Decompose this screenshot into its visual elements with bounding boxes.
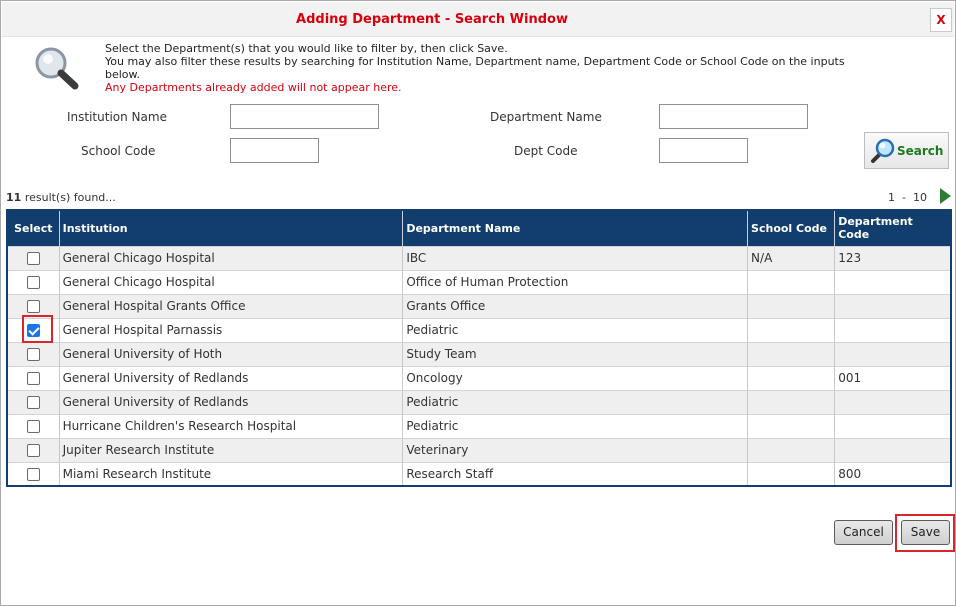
results-count-suffix: result(s) found...	[24, 191, 116, 204]
school-code-label: School Code	[81, 144, 156, 158]
department-code-cell	[835, 414, 951, 438]
table-row	[7, 342, 951, 366]
row-select-checkbox[interactable]	[27, 276, 40, 289]
row-select-checkbox[interactable]	[27, 396, 40, 409]
institution-cell: Jupiter Research Institute	[59, 438, 403, 462]
table-row	[7, 390, 951, 414]
institution-cell: Hurricane Children's Research Hospital	[59, 414, 403, 438]
checkbox-highlight	[22, 315, 53, 343]
institution-cell: General Chicago Hospital	[59, 246, 403, 270]
results-table	[6, 209, 952, 487]
institution-cell: General Hospital Grants Office	[59, 294, 403, 318]
department-code-cell	[835, 390, 951, 414]
header-select: Select	[7, 210, 59, 246]
school-code-cell	[748, 342, 835, 366]
table-row	[7, 294, 951, 318]
department-name-cell: Pediatric	[403, 318, 748, 342]
department-name-cell: Research Staff	[403, 462, 748, 486]
department-code-cell: 001	[835, 366, 951, 390]
institution-cell: General University of Hoth	[59, 342, 403, 366]
school-code-cell	[748, 366, 835, 390]
row-select-checkbox[interactable]	[27, 348, 40, 361]
department-name-cell: Veterinary	[403, 438, 748, 462]
school-code-cell	[748, 270, 835, 294]
header-school-code: School Code	[748, 210, 835, 246]
header-department-name: Department Name	[403, 210, 748, 246]
department-name-label: Department Name	[490, 110, 602, 124]
select-cell	[7, 414, 59, 438]
institution-name-label: Institution Name	[67, 110, 167, 124]
department-name-cell: Pediatric	[403, 390, 748, 414]
table-row	[7, 366, 951, 390]
department-code-cell	[835, 318, 951, 342]
row-select-checkbox[interactable]	[27, 372, 40, 385]
page-range: 1 - 10	[888, 191, 927, 204]
row-select-checkbox[interactable]	[27, 252, 40, 265]
select-cell	[7, 246, 59, 270]
school-code-cell	[748, 318, 835, 342]
table-row	[7, 318, 951, 342]
department-name-cell: IBC	[403, 246, 748, 270]
department-code-cell: 800	[835, 462, 951, 486]
department-code-cell	[835, 438, 951, 462]
row-select-checkbox[interactable]	[27, 444, 40, 457]
school-code-cell	[748, 390, 835, 414]
save-highlight	[895, 514, 955, 552]
table-row	[7, 270, 951, 294]
title-bar	[2, 2, 954, 37]
select-cell	[7, 366, 59, 390]
department-name-cell: Oncology	[403, 366, 748, 390]
school-code-cell	[748, 294, 835, 318]
select-cell	[7, 342, 59, 366]
institution-cell: General Hospital Parnassis	[59, 318, 403, 342]
select-cell	[7, 438, 59, 462]
row-select-checkbox[interactable]	[27, 468, 40, 481]
table-row	[7, 462, 951, 486]
department-code-cell	[835, 342, 951, 366]
next-page-arrow-icon[interactable]	[940, 188, 951, 204]
table-row	[7, 438, 951, 462]
magnifying-glass-icon	[33, 45, 81, 91]
dept-code-input[interactable]	[659, 138, 748, 163]
table-row	[7, 246, 951, 270]
institution-cell: General University of Redlands	[59, 366, 403, 390]
results-count	[6, 191, 116, 204]
institution-cell: Miami Research Institute	[59, 462, 403, 486]
department-name-input[interactable]	[659, 104, 808, 129]
search-magnifier-icon	[870, 138, 896, 164]
department-code-cell	[835, 294, 951, 318]
select-cell	[7, 270, 59, 294]
save-button[interactable]: Save	[901, 520, 950, 545]
school-code-cell	[748, 462, 835, 486]
department-code-cell: 123	[835, 246, 951, 270]
header-institution: Institution	[59, 210, 403, 246]
row-select-checkbox[interactable]	[27, 300, 40, 313]
school-code-cell	[748, 414, 835, 438]
table-row	[7, 414, 951, 438]
search-button-label: Search	[897, 144, 944, 158]
department-name-cell: Pediatric	[403, 414, 748, 438]
window-title: Adding Department - Search Window	[296, 12, 568, 27]
department-name-cell: Grants Office	[403, 294, 748, 318]
header-department-code: Department Code	[835, 210, 951, 246]
select-cell	[7, 390, 59, 414]
school-code-cell	[748, 438, 835, 462]
department-name-cell: Office of Human Protection	[403, 270, 748, 294]
department-name-cell: Study Team	[403, 342, 748, 366]
row-select-checkbox[interactable]	[27, 420, 40, 433]
table-header-row	[7, 210, 951, 246]
results-count-number: 11	[6, 191, 22, 204]
institution-cell: General Chicago Hospital	[59, 270, 403, 294]
cancel-button[interactable]: Cancel	[834, 520, 893, 545]
instructions-line-2: You may also filter these results by searching for Institution Name, Department name, Department Code or School Code on the inputs below.	[105, 55, 845, 81]
school-code-cell: N/A	[748, 246, 835, 270]
dept-code-label: Dept Code	[514, 144, 578, 158]
instructions-line-1: Select the Department(s) that you would like to filter by, then click Save.	[105, 42, 508, 55]
school-code-input[interactable]	[230, 138, 319, 163]
close-button[interactable]: X	[930, 8, 952, 32]
institution-cell: General University of Redlands	[59, 390, 403, 414]
instructions	[105, 42, 865, 94]
select-cell	[7, 462, 59, 486]
search-button[interactable]	[864, 132, 949, 169]
department-code-cell	[835, 270, 951, 294]
instructions-warning: Any Departments already added will not appear here.	[105, 81, 402, 94]
institution-name-input[interactable]	[230, 104, 379, 129]
